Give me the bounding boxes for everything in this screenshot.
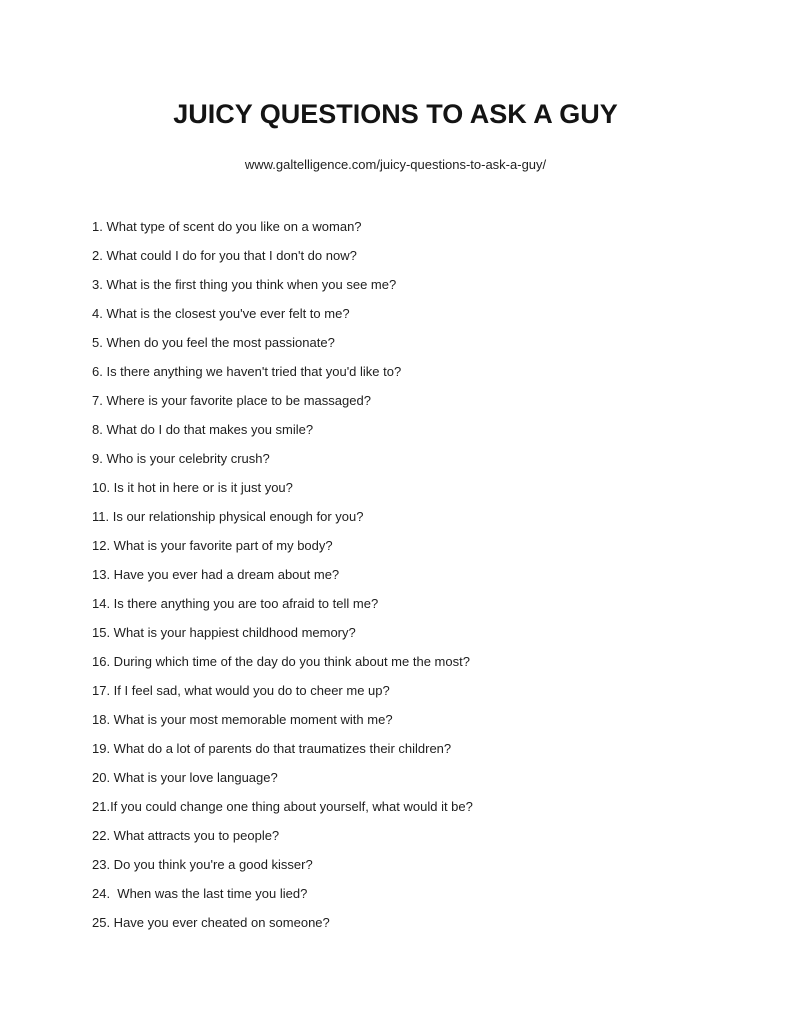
page-title: JUICY QUESTIONS TO ASK A GUY [173,99,618,129]
source-url: www.galtelligence.com/juicy-questions-to-ask-a-guy/ [244,157,547,172]
question-item: 19. What do a lot of parents do that traumatizes their children? [92,741,452,756]
question-item: 11. Is our relationship physical enough for you? [92,509,364,524]
question-item: 1. What type of scent do you like on a woman? [92,219,362,234]
question-item: 5. When do you feel the most passionate? [92,335,335,350]
question-item: 3. What is the first thing you think when you see me? [92,277,397,292]
question-item: 22. What attracts you to people? [92,828,280,843]
questions-list [92,212,752,937]
question-item: 7. Where is your favorite place to be massaged? [92,393,371,408]
question-item: 20. What is your love language? [92,770,278,785]
question-item: 9. Who is your celebrity crush? [92,451,270,466]
question-item: 17. If I feel sad, what would you do to cheer me up? [92,683,390,698]
question-item: 21.If you could change one thing about yourself, what would it be? [92,799,473,814]
question-item: 10. Is it hot in here or is it just you? [92,480,293,495]
question-item: 16. During which time of the day do you think about me the most? [92,654,470,669]
question-item: 4. What is the closest you've ever felt to me? [92,306,350,321]
question-item: 25. Have you ever cheated on someone? [92,915,330,930]
question-item: 12. What is your favorite part of my body? [92,538,333,553]
question-item: 13. Have you ever had a dream about me? [92,567,340,582]
question-item: 6. Is there anything we haven't tried that you'd like to? [92,364,402,379]
question-item: 18. What is your most memorable moment with me? [92,712,393,727]
question-item: 23. Do you think you're a good kisser? [92,857,313,872]
question-item: 24. When was the last time you lied? [92,886,308,901]
question-item: 14. Is there anything you are too afraid to tell me? [92,596,379,611]
question-item: 15. What is your happiest childhood memory? [92,625,356,640]
question-item: 8. What do I do that makes you smile? [92,422,314,437]
question-item: 2. What could I do for you that I don't do now? [92,248,357,263]
